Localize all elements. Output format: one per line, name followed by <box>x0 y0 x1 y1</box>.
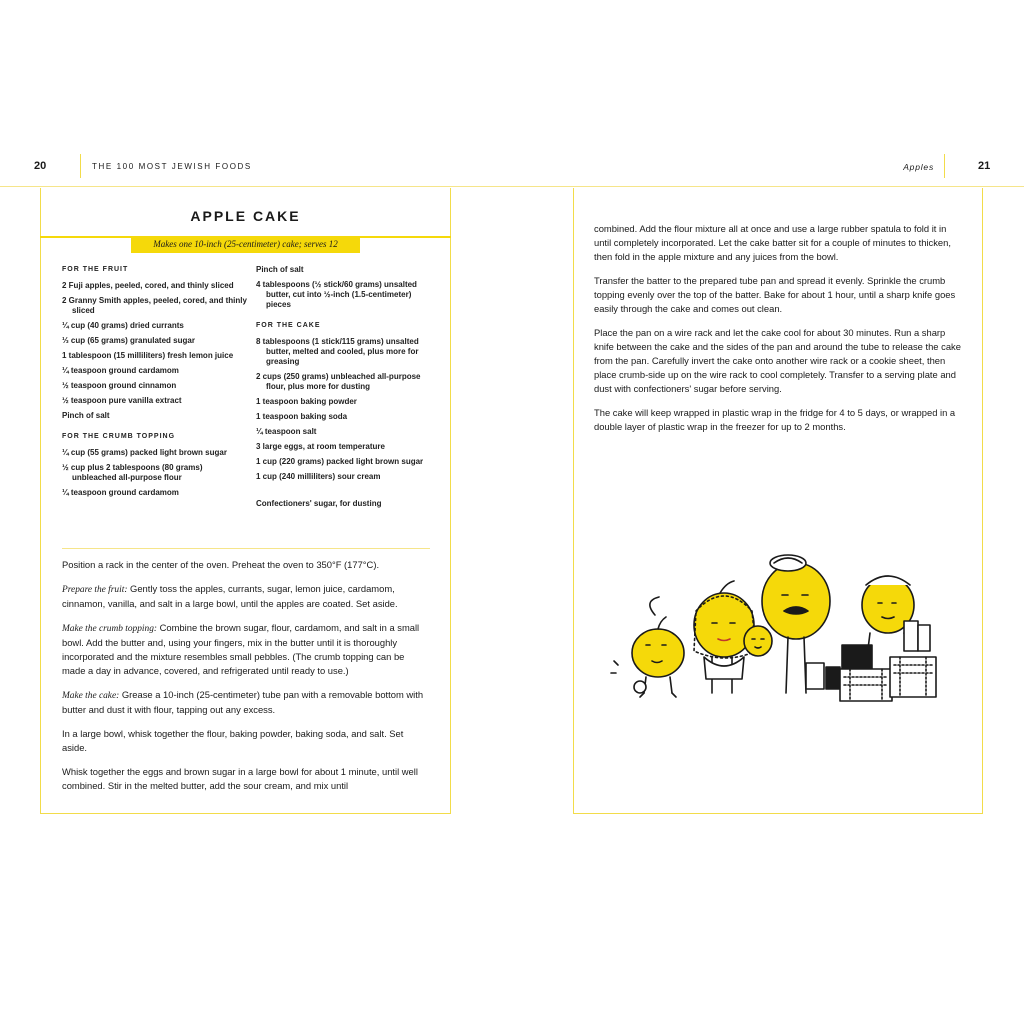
ingredient-item: Pinch of salt <box>62 411 110 420</box>
ingredient-item: 3 large eggs, at room temperature <box>256 442 385 451</box>
ingredient-item: 1 teaspoon baking powder <box>256 397 357 406</box>
instruction-paragraph: The cake will keep wrapped in plastic wrap in the fridge for 4 to 5 days, or wrapped in a double layer of plastic wrap in the freezer for up to 2 months. <box>594 407 956 432</box>
instruction-paragraph: Transfer the batter to the prepared tube pan and spread it evenly. Sprinkle the crumb topping evenly over the top of the batter. Bake for about 1 hour, until a sharp knife goes easily through the cake and comes out clean. <box>594 275 956 314</box>
ingredient-item: ¼ cup (40 grams) dried currants <box>62 321 184 330</box>
ingredient-item: ¼ cup (55 grams) packed light brown sugar <box>62 448 227 457</box>
instructions-divider <box>62 548 430 549</box>
ingredient-item: 1 cup (220 grams) packed light brown sugar <box>256 457 424 466</box>
ingredient-item: ⅓ cup (65 grams) granulated sugar <box>62 336 195 345</box>
left-page-number: 20 <box>34 160 47 172</box>
apple-family-illustration <box>600 545 950 720</box>
ingredients-column-2 <box>256 265 436 514</box>
right-page-number: 21 <box>978 160 991 172</box>
instruction-paragraph <box>62 582 430 611</box>
ingredient-item: Confectioners' sugar, for dusting <box>256 499 382 508</box>
step-text: Gently toss the apples, currants, sugar, lemon juice, cardamom, cinnamon, vanilla, and salt in a large bowl, until the apples are coated. Set aside. <box>62 583 398 609</box>
ingredient-item: 1 cup (240 milliliters) sour cream <box>256 472 381 481</box>
recipe-title: APPLE CAKE <box>190 208 301 224</box>
crumb-topping-heading: FOR THE CRUMB TOPPING <box>62 433 176 440</box>
ingredient-item: Pinch of salt <box>256 265 304 274</box>
book-title: THE 100 MOST JEWISH FOODS <box>92 162 252 171</box>
ingredient-item: 2 Granny Smith apples, peeled, cored, and thinly sliced <box>62 296 247 315</box>
ingredient-item: ½ cup plus 2 tablespoons (80 grams) unbleached all-purpose flour <box>62 463 203 482</box>
instruction-paragraph: Position a rack in the center of the oven. Preheat the oven to 350°F (177°C). <box>62 559 380 570</box>
instruction-paragraph <box>62 688 430 717</box>
ingredients-column-1 <box>62 265 247 503</box>
recipe-yield: Makes one 10-inch (25-centimeter) cake; serves 12 <box>131 237 360 253</box>
ingredient-item: 2 Fuji apples, peeled, cored, and thinly sliced <box>62 281 234 290</box>
ingredient-item: ¼ teaspoon ground cardamom <box>62 488 179 497</box>
instruction-paragraph <box>62 621 430 678</box>
step-text: Combine the brown sugar, flour, cardamom, and salt in a small bowl. Add the butter and, using your fingers, mix in the butter until it is thoroughly incorporated and the mixture resembles small pebbles. (The crumb topping can be made a day in advance, covered, and refrigerated until ready to use.) <box>62 622 420 676</box>
instructions-right <box>594 222 964 444</box>
step-label: Make the cake: <box>62 691 120 701</box>
ingredient-item: ¼ teaspoon ground cardamom <box>62 366 179 375</box>
ingredient-item: ½ teaspoon ground cinnamon <box>62 381 177 390</box>
step-text: Grease a 10-inch (25-centimeter) tube pan with a removable bottom with butter and dust it with flour, tapping out any excess. <box>62 689 424 715</box>
ingredient-item: 1 teaspoon baking soda <box>256 412 348 421</box>
ingredient-item: ½ teaspoon pure vanilla extract <box>62 396 182 405</box>
instruction-paragraph: In a large bowl, whisk together the flour, baking powder, baking soda, and salt. Set aside. <box>62 728 404 753</box>
ingredient-item: 8 tablespoons (1 stick/115 grams) unsalted butter, melted and cooled, plus more for greasing <box>256 337 419 366</box>
ingredient-item: 2 cups (250 grams) unbleached all-purpose flour, plus more for dusting <box>256 372 421 391</box>
header-rule <box>0 186 1024 187</box>
fruit-heading: FOR THE FRUIT <box>62 266 129 273</box>
cake-heading: FOR THE CAKE <box>256 322 321 329</box>
instruction-paragraph: Whisk together the eggs and brown sugar in a large bowl for about 1 minute, until well combined. Stir in the melted butter, add the sour cream, and mix until <box>62 766 418 791</box>
header-separator-right <box>944 154 945 178</box>
instruction-paragraph: combined. Add the flour mixture all at once and use a large rubber spatula to fold it in until completely incorporated. Let the cake batter sit for a couple of minutes to thicken, then fold in the apple mixture and any juices from the bowl. <box>594 223 951 262</box>
ingredient-item: 4 tablespoons (½ stick/60 grams) unsalted butter, cut into ½-inch (1.5-centimeter) pieces <box>256 280 417 309</box>
section-title: Apples <box>903 162 934 172</box>
step-label: Make the crumb topping: <box>62 624 158 634</box>
header-separator-left <box>80 154 81 178</box>
instructions-left <box>62 558 430 803</box>
ingredient-item: ¼ teaspoon salt <box>256 427 317 436</box>
instruction-paragraph: Place the pan on a wire rack and let the cake cool for about 30 minutes. Run a sharp knife between the cake and the sides of the pan and around the tube to release the cake from the pan. Carefully invert the cake onto another wire rack or a cookie sheet, then place crumb-side up on the wire rack to cool completely. Transfer to a serving plate and dust with confectioners' sugar before serving. <box>594 327 961 394</box>
ingredient-item: 1 tablespoon (15 milliliters) fresh lemon juice <box>62 351 234 360</box>
step-label: Prepare the fruit: <box>62 585 128 595</box>
